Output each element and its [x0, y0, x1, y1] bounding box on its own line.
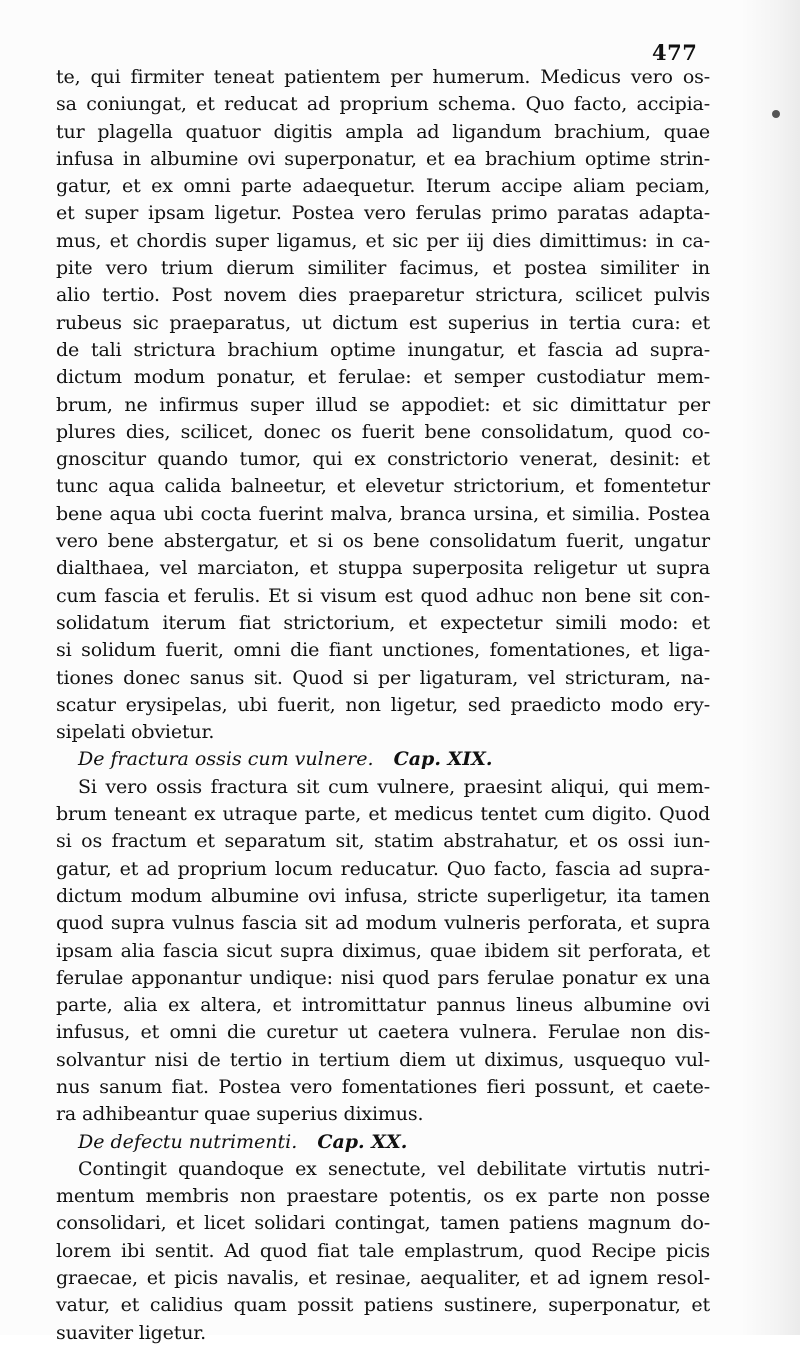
page-number: 477 — [652, 40, 698, 65]
chapter-title: De fractura ossis cum vulnere. — [78, 748, 374, 771]
text-line: vero bene abstergatur, et si os bene consolidatum fuerit, ungatur — [56, 530, 710, 553]
chapter-paragraph — [56, 774, 710, 1129]
text-line: si solidum fuerit, omni die fiant unctiones, fomentationes, et liga- — [56, 639, 710, 662]
text-line: alio tertio. Post novem dies praeparetur strictura, scilicet pulvis — [56, 284, 710, 307]
text-line: infusus, et omni die curetur ut caetera vulnera. Ferulae non dis- — [56, 1021, 710, 1044]
text-line: gatur, et ad proprium locum reducatur. Quo facto, fascia ad supra- — [56, 857, 710, 880]
body-text — [56, 64, 710, 1347]
text-line: plures dies, scilicet, donec os fuerit bene consolidatum, quod co- — [56, 420, 710, 443]
text-line: de tali strictura brachium optime inungatur, et fascia ad supra- — [56, 338, 710, 361]
text-line: tunc aqua calida balneetur, et elevetur strictorium, et fomentetur — [56, 475, 710, 498]
text-line: scatur erysipelas, ubi fuerit, non ligetur, sed praedicto modo ery- — [56, 693, 710, 716]
text-line: pite vero trium dierum similiter facimus, et postea similiter in — [56, 257, 710, 280]
text-line: brum, ne infirmus super illud se appodiet: et sic dimittatur per — [56, 393, 710, 416]
text-line: Si vero ossis fractura sit cum vulnere, praesint aliqui, qui mem- — [78, 775, 710, 798]
text-line: dictum modum albumine ovi infusa, stricte superligetur, ita tamen — [56, 884, 710, 907]
text-line: brum teneant ex utraque parte, et medicus tentet cum digito. Quod — [56, 803, 710, 826]
text-line: lorem ibi sentit. Ad quod fiat tale emplastrum, quod Recipe picis — [56, 1239, 710, 1262]
text-line: infusa in albumine ovi superponatur, et ea brachium optime strin- — [56, 147, 710, 170]
chapter-number: Cap. XIX. — [393, 748, 493, 771]
text-line: dialthaea, vel marciaton, et stuppa superposita religetur ut supra — [56, 557, 710, 580]
margin-mark — [772, 110, 780, 118]
text-line: graecae, et picis navalis, et resinae, aequaliter, et ad ignem resol- — [56, 1267, 710, 1290]
text-line: te, qui firmiter teneat patientem per humerum. Medicus vero os- — [56, 66, 710, 88]
text-line: sa coniungat, et reducat ad proprium schema. Quo facto, accipia- — [56, 93, 710, 116]
chapter-title: De defectu nutrimenti. — [78, 1130, 298, 1153]
chapter-paragraph — [56, 1156, 710, 1347]
chapter-heading — [56, 1129, 710, 1156]
text-line: tur plagella quatuor digitis ampla ad ligandum brachium, quae — [56, 120, 710, 143]
text-line: mus, et chordis super ligamus, et sic per iij dies dimittimus: in ca- — [56, 229, 710, 252]
text-line: consolidari, et licet solidari contingat, tamen patiens magnum do- — [56, 1212, 710, 1235]
text-line: rubeus sic praeparatus, ut dictum est superius in tertia cura: et — [56, 311, 710, 334]
text-line: sipelati obvietur. — [56, 721, 215, 744]
text-line: solvantur nisi de tertio in tertium diem ut diximus, usquequo vul- — [56, 1048, 710, 1071]
text-line: nus sanum fiat. Postea vero fomentationes fieri possunt, et caete- — [56, 1075, 710, 1098]
text-line: et super ipsam ligetur. Postea vero ferulas primo paratas adapta- — [56, 202, 710, 225]
text-line: gatur, et ex omni parte adaequetur. Iterum accipe aliam peciam, — [56, 175, 710, 198]
chapter-number: Cap. XX. — [317, 1130, 408, 1153]
text-line: ipsam alia fascia sicut supra diximus, quae ibidem sit perforata, et — [56, 939, 710, 962]
text-line: gnoscitur quando tumor, qui ex constrictorio venerat, desinit: et — [56, 448, 710, 471]
text-line: si os fractum et separatum sit, statim abstrahatur, et os ossi iun- — [56, 830, 710, 853]
text-line: suaviter ligetur. — [56, 1321, 207, 1344]
text-line: Contingit quandoque ex senectute, vel debilitate virtutis nutri- — [78, 1157, 710, 1180]
chapter-heading — [56, 746, 710, 773]
text-line: dictum modum ponatur, et ferulae: et semper custodiatur mem- — [56, 366, 710, 389]
text-line: mentum membris non praestare potentis, os ex parte non posse — [56, 1185, 710, 1208]
text-line: parte, alia ex altera, et intromittatur pannus lineus albumine ovi — [56, 994, 710, 1017]
text-line: vatur, et calidius quam possit patiens sustinere, superponatur, et — [56, 1294, 710, 1317]
text-line: cum fascia et ferulis. Et si visum est quod adhuc non bene sit con- — [56, 584, 710, 607]
text-line: quod supra vulnus fascia sit ad modum vulneris perforata, et supra — [56, 912, 710, 935]
text-line: ferulae apponantur undique: nisi quod pars ferulae ponatur ex una — [56, 966, 710, 989]
text-line: bene aqua ubi cocta fuerint malva, branca ursina, et similia. Postea — [56, 502, 710, 525]
page-gutter-shadow — [740, 0, 800, 1335]
paragraph-continuation — [56, 64, 710, 746]
text-line: solidatum iterum fiat strictorium, et expectetur simili modo: et — [56, 611, 710, 634]
text-line: ra adhibeantur quae superius diximus. — [56, 1103, 424, 1126]
text-line: tiones donec sanus sit. Quod si per ligaturam, vel stricturam, na- — [56, 666, 710, 689]
